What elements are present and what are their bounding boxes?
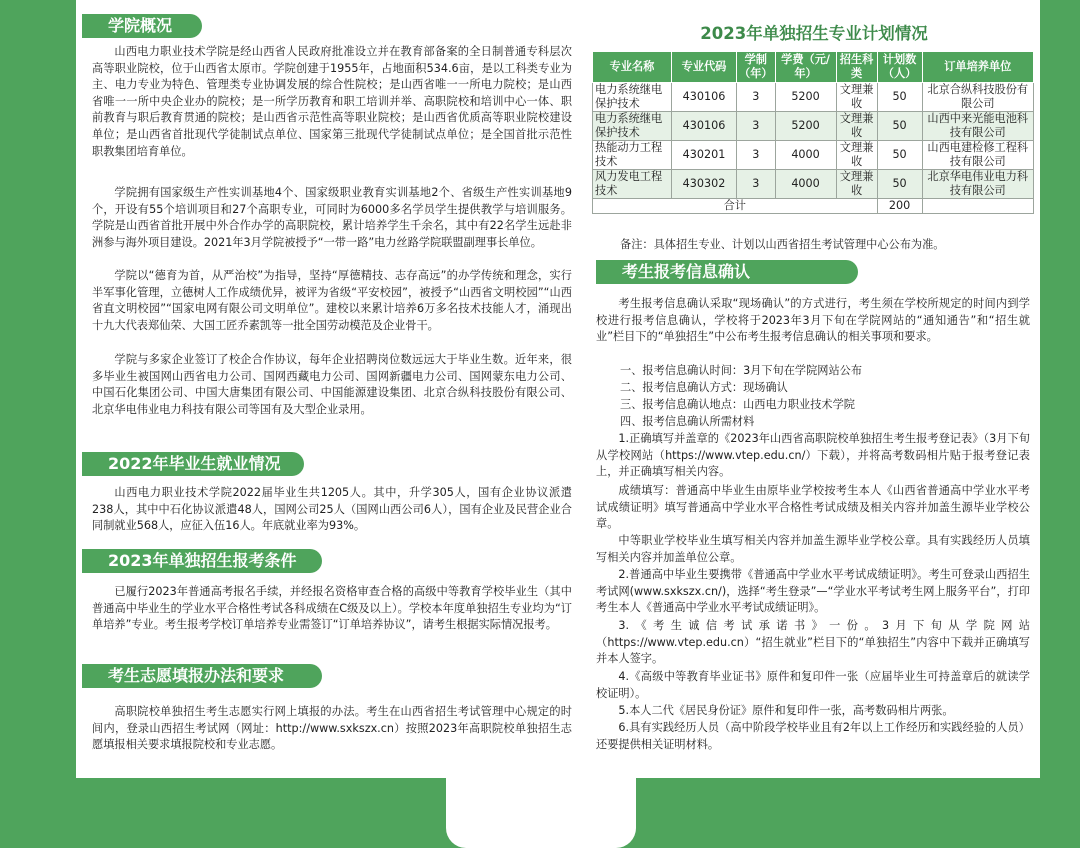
cell-category: 文理兼收 [836, 141, 877, 170]
cell-code: 430302 [672, 170, 737, 199]
cell-tuition: 5200 [775, 83, 836, 112]
plan-title: 2023年单独招生专业计划情况 [700, 24, 928, 43]
cell-partner: 山西中来光能电池科技有限公司 [922, 112, 1033, 141]
confirm-intro: 考生报考信息确认采取“现场确认”的方式进行，考生须在学校所规定的时间内到学校进行报考信息确认，学校将于2023年3月下旬在学院网站的“通知通告”和“招生就业”栏目下的“单独招生”中公布考生报考信息确认的相关事项和要求。 [596, 297, 1030, 344]
cell-duration: 3 [737, 170, 776, 199]
confirm-item-time: 一、报考信息确认时间：3月下旬在学院网站公布 [620, 364, 863, 377]
employment-paragraph: 山西电力职业技术学院2022届毕业生共1205人。其中，升学305人，国有企业协议派遣238人，其中中石化协议派遣48人，国网公司25人（国网山西公司6人），国有企业及民营企业合同制就业568人，应征入伍16人。年底就业率为93%。 [92, 486, 572, 533]
volunteer-paragraph: 高职院校单独招生考生志愿实行网上填报的办法。考生在山西省招生考试管理中心规定的时间内，登录山西招生考试网（网址：http://www.sxkszx.cn）按照2023年高职院校单独招生志愿填报相关要求填报院校和专业志愿。 [92, 705, 572, 752]
intro-paragraph-3: 学院以“德育为首，从严治校”为指导，坚持“厚德精技、志存高远”的办学传统和理念，实行半军事化管理，立德树人工作成绩优异，被评为省级“平安校园”，被授予“山西省文明校园”“山西省直文明校园”“国家电网有限公司文明单位”。建校以来累计培养6万多名技术技能人才，涌现出十九大代表郑仙荣、大国工匠乔素凯等一批全国劳动模范及企业骨干。 [92, 269, 572, 332]
total-empty [922, 199, 1033, 214]
cell-major: 风力发电工程技术 [593, 170, 672, 199]
plan-header-tuition: 学费（元/年） [775, 52, 836, 83]
cell-quota: 50 [877, 112, 922, 141]
intro-paragraph-1: 山西电力职业技术学院是经山西省人民政府批准设立并在教育部备案的全日制普通专科层次高等职业院校，位于山西省太原市。学院创建于1955年，占地面积534.6亩，是以工科类专业为主、电力专业为特色、管理类专业协调发展的综合性院校；是山西省唯一一所电力院校；是山西省唯一一所中央企业办的院校；是一所学历教育和职工培训并举、高职院校和培训中心一体、职前教育与职后教育贯通的院校；是山西省示范性高等职业院校；是山西省优质高等职业院校建设单位；是山西省首批现代学徒制试点单位、国家第三批现代学徒制试点单位；是全国首批示范性职教集团培育单位。 [92, 45, 572, 158]
cell-major: 热能动力工程技术 [593, 141, 672, 170]
cell-partner: 北京华电伟业电力科技有限公司 [922, 170, 1033, 199]
cell-major: 电力系统继电保护技术 [593, 83, 672, 112]
cell-duration: 3 [737, 141, 776, 170]
confirm-item-place: 三、报考信息确认地点：山西电力职业技术学院 [620, 398, 855, 411]
cell-tuition: 5200 [775, 112, 836, 141]
cell-category: 文理兼收 [836, 83, 877, 112]
plan-header-duration: 学制（年） [737, 52, 776, 83]
plan-table [592, 51, 1034, 214]
cell-quota: 50 [877, 141, 922, 170]
cell-duration: 3 [737, 83, 776, 112]
plan-note: 备注：具体招生专业、计划以山西省招生考试管理中心公布为准。 [620, 238, 945, 251]
material-5: 5.本人二代《居民身份证》原件和复印件一张，高考数码相片两张。 [618, 704, 954, 717]
confirm-item-materials: 四、报考信息确认所需材料 [620, 415, 755, 428]
material-1-score: 成绩填写：普通高中毕业生由原毕业学校按考生本人《山西省普通高中学业水平考试成绩证明》填写普通高中学业水平合格性考试成绩及相关内容并加盖生源毕业学校公章。 [596, 484, 1030, 531]
cell-major: 电力系统继电保护技术 [593, 112, 672, 141]
cell-code: 430106 [672, 83, 737, 112]
table-row [593, 112, 1034, 141]
cell-tuition: 4000 [775, 170, 836, 199]
material-3: 3.《考生诚信考试承诺书》一份。3月下旬从学院网站（https://www.vtep.edu.cn）“招生就业”栏目下的“单独招生”内容中下载并正确填写并本人签字。 [596, 619, 1030, 666]
plan-header-partner: 订单培养单位 [922, 52, 1033, 83]
table-row [593, 83, 1034, 112]
material-1: 1.正确填写并盖章的《2023年山西省高职院校单独招生考生报考登记表》（3月下旬从学校网站（https://www.vtep.edu.cn/）下载），并将高考数码相片贴于报考登记表上，并正确填写相关内容。 [596, 432, 1030, 479]
cell-partner: 北京合纵科技股份有限公司 [922, 83, 1033, 112]
plan-header-category: 招生科类 [836, 52, 877, 83]
section-heading-volunteer: 考生志愿填报办法和要求 [82, 664, 322, 688]
intro-paragraph-2: 学院拥有国家级生产性实训基地4个、国家级职业教育实训基地2个、省级生产性实训基地9个，开设有55个培训项目和27个高职专业，可同时为6000多名学员学生提供教学与培训服务。学院是山西省首批开展中外合作办学的高职院校，累计培养学生千余名，其中有22名学生远赴非洲参与海外项目建设。2021年3月学院被授予“一带一路”电力丝路学院联盟副理事长单位。 [92, 186, 572, 249]
material-4: 4.《高级中等教育毕业证书》原件和复印件一张（应届毕业生可持盖章后的就读学校证明）。 [596, 670, 1030, 700]
plan-header-quota: 计划数（人） [877, 52, 922, 83]
table-total-row [593, 199, 1034, 214]
cell-duration: 3 [737, 112, 776, 141]
material-6: 6.具有实践经历人员（高中阶段学校毕业且有2年以上工作经历和实践经验的人员）还要提供相关证明材料。 [596, 721, 1030, 751]
section-heading-conditions: 2023年单独招生报考条件 [82, 549, 322, 573]
cell-code: 430106 [672, 112, 737, 141]
total-label: 合计 [593, 199, 878, 214]
table-row [593, 141, 1034, 170]
cell-category: 文理兼收 [836, 170, 877, 199]
bottom-tab [446, 778, 636, 848]
material-2: 2.普通高中毕业生要携带《普通高中学业水平考试成绩证明》。考生可登录山西招生考试网(www.sxkszx.cn/)，选择“考生登录”—“学业水平考试考生网上服务平台”，打印考生本人《普通高中学业水平考试成绩证明》。 [596, 568, 1030, 615]
plan-header-code: 专业代码 [672, 52, 737, 83]
section-heading-intro: 学院概况 [82, 14, 202, 38]
section-heading-employment: 2022年毕业生就业情况 [82, 452, 304, 476]
plan-header-major: 专业名称 [593, 52, 672, 83]
cell-tuition: 4000 [775, 141, 836, 170]
cell-partner: 山西电建检修工程科技有限公司 [922, 141, 1033, 170]
plan-table-header-row [593, 52, 1034, 83]
cell-quota: 50 [877, 170, 922, 199]
material-1-vocational: 中等职业学校毕业生填写相关内容并加盖生源毕业学校公章。具有实践经历人员填写相关内容并加盖单位公章。 [596, 534, 1030, 564]
cell-category: 文理兼收 [836, 112, 877, 141]
table-row [593, 170, 1034, 199]
cell-quota: 50 [877, 83, 922, 112]
cell-code: 430201 [672, 141, 737, 170]
section-heading-confirm: 考生报考信息确认 [596, 260, 858, 284]
confirm-item-method: 二、报考信息确认方式：现场确认 [620, 381, 788, 394]
total-value: 200 [877, 199, 922, 214]
intro-paragraph-4: 学院与多家企业签订了校企合作协议，每年企业招聘岗位数远远大于毕业生数。近年来，很多毕业生被国网山西省电力公司、国网西藏电力公司、国网新疆电力公司、国网蒙东电力公司、中国石化集团公司、中国大唐集团有限公司、中国能源建设集团、北京合纵科技股份有限公司、北京华电伟业电力科技有限公司等国有及大型企业录用。 [92, 353, 572, 416]
conditions-paragraph: 已履行2023年普通高考报名手续，并经报名资格审查合格的高级中等教育学校毕业生（其中普通高中毕业生的学业水平合格性考试各科成绩在C级及以上）。学校本年度单独招生专业均为“订单培养”专业。考生报考学校订单培养专业需签订“订单培养协议”，请考生根据实际情况报考。 [92, 585, 572, 632]
